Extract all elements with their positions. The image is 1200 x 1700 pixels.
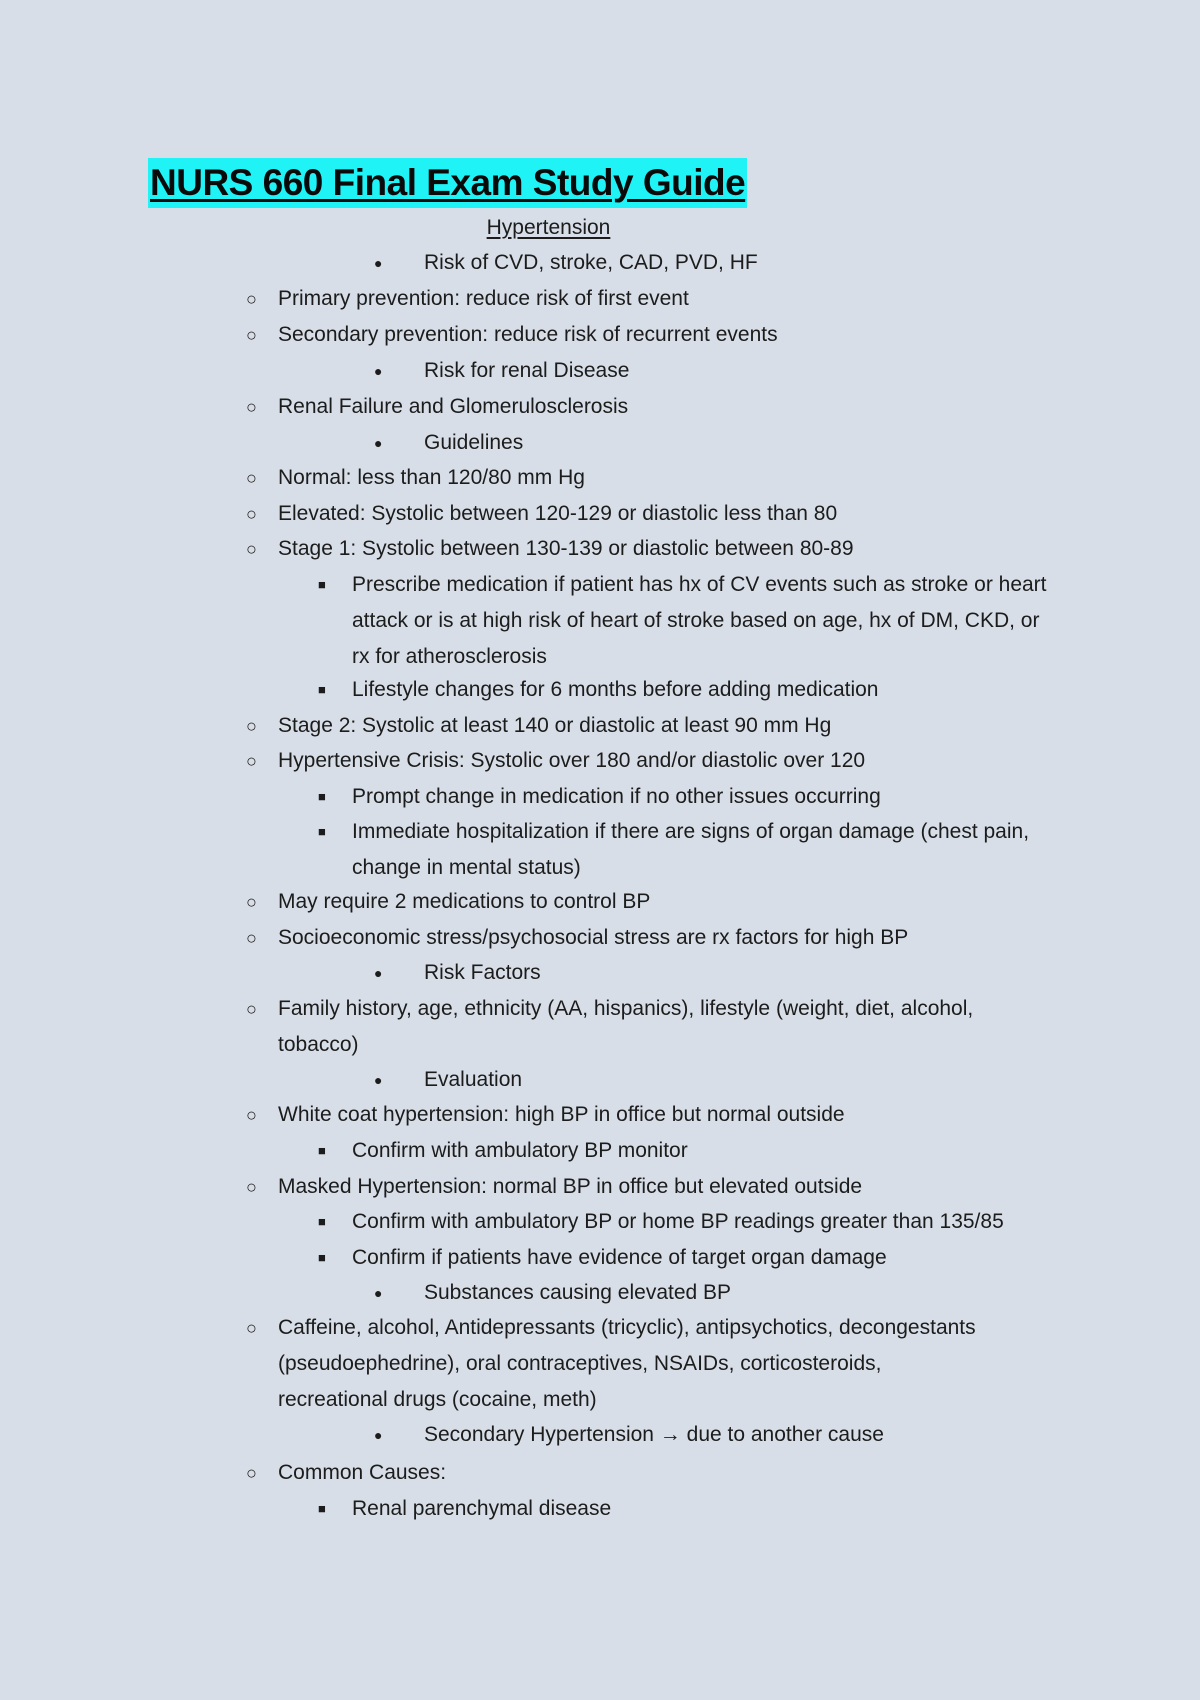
list-item: ● Risk for renal Disease bbox=[392, 353, 629, 389]
list-item: ■ Lifestyle changes for 6 months before adding medication bbox=[318, 672, 879, 708]
circle-bullet-icon: ○ bbox=[246, 1105, 257, 1125]
circle-bullet-icon: ○ bbox=[246, 928, 257, 948]
list-item: ■ Confirm if patients have evidence of target organ damage bbox=[318, 1240, 887, 1276]
circle-bullet-icon: ○ bbox=[246, 999, 257, 1019]
circle-bullet-icon: ○ bbox=[246, 1177, 257, 1197]
circle-bullet-icon: ○ bbox=[246, 325, 257, 345]
bullet-icon: ● bbox=[374, 1285, 383, 1301]
list-item: ○ Caffeine, alcohol, Antidepressants (tricyclic), antipsychotics, decongestants (pseudoephedrine), oral contraceptives, NSAIDs, corticosteroids, recreational drugs (cocaine, meth) bbox=[246, 1310, 986, 1418]
square-bullet-icon: ■ bbox=[318, 824, 326, 839]
square-bullet-icon: ■ bbox=[318, 1214, 326, 1229]
list-item: ○ Elevated: Systolic between 120-129 or diastolic less than 80 bbox=[246, 496, 837, 532]
list-item: ○ Socioeconomic stress/psychosocial stress are rx factors for high BP bbox=[246, 920, 908, 956]
list-item: ○ White coat hypertension: high BP in office but normal outside bbox=[246, 1097, 845, 1133]
list-item: ● Risk Factors bbox=[392, 955, 541, 991]
list-item: ● Substances causing elevated BP bbox=[392, 1275, 731, 1311]
list-item: ○ Renal Failure and Glomerulosclerosis bbox=[246, 389, 628, 425]
list-item: ○ Hypertensive Crisis: Systolic over 180 and/or diastolic over 120 bbox=[246, 743, 865, 779]
list-item: ■ Immediate hospitalization if there are signs of organ damage (chest pain, change in mental status) bbox=[318, 814, 1048, 886]
bullet-icon: ● bbox=[374, 435, 383, 451]
list-item: ○ Normal: less than 120/80 mm Hg bbox=[246, 460, 585, 496]
bullet-icon: ● bbox=[374, 255, 383, 271]
square-bullet-icon: ■ bbox=[318, 1250, 326, 1265]
circle-bullet-icon: ○ bbox=[246, 716, 257, 736]
list-item: ● Guidelines bbox=[392, 425, 523, 461]
list-item: ■ Confirm with ambulatory BP monitor bbox=[318, 1133, 688, 1169]
list-item: ○ Common Causes: bbox=[246, 1455, 446, 1491]
circle-bullet-icon: ○ bbox=[246, 892, 257, 912]
circle-bullet-icon: ○ bbox=[246, 1463, 257, 1483]
list-item: ○ Stage 1: Systolic between 130-139 or diastolic between 80-89 bbox=[246, 531, 854, 567]
list-item: ● Risk of CVD, stroke, CAD, PVD, HF bbox=[392, 245, 758, 281]
list-item: ○ Family history, age, ethnicity (AA, hispanics), lifestyle (weight, diet, alcohol, tobacco) bbox=[246, 991, 986, 1063]
list-item: ■ Confirm with ambulatory BP or home BP readings greater than 135/85 bbox=[318, 1204, 1004, 1240]
square-bullet-icon: ■ bbox=[318, 682, 326, 697]
square-bullet-icon: ■ bbox=[318, 1143, 326, 1158]
list-item: ● Secondary Hypertension → due to another cause bbox=[392, 1417, 884, 1453]
list-item: ○ May require 2 medications to control BP bbox=[246, 884, 650, 920]
list-item: ○ Primary prevention: reduce risk of first event bbox=[246, 281, 689, 317]
circle-bullet-icon: ○ bbox=[246, 751, 257, 771]
square-bullet-icon: ■ bbox=[318, 1501, 326, 1516]
list-item: ● Evaluation bbox=[392, 1062, 522, 1098]
circle-bullet-icon: ○ bbox=[246, 289, 257, 309]
list-item: ■ Renal parenchymal disease bbox=[318, 1491, 611, 1527]
section-heading: Hypertension bbox=[486, 216, 611, 239]
bullet-icon: ● bbox=[374, 965, 383, 981]
circle-bullet-icon: ○ bbox=[246, 1318, 257, 1338]
page-title: NURS 660 Final Exam Study Guide bbox=[148, 158, 747, 208]
circle-bullet-icon: ○ bbox=[246, 468, 257, 488]
list-item: ○ Masked Hypertension: normal BP in office but elevated outside bbox=[246, 1169, 862, 1205]
list-item: ■ Prompt change in medication if no other issues occurring bbox=[318, 779, 881, 815]
bullet-icon: ● bbox=[374, 363, 383, 379]
list-item: ■ Prescribe medication if patient has hx of CV events such as stroke or heart attack or is at high risk of heart of stroke based on age, hx of DM, CKD, or rx for atherosclerosis bbox=[318, 567, 1048, 675]
bullet-icon: ● bbox=[374, 1427, 383, 1443]
circle-bullet-icon: ○ bbox=[246, 504, 257, 524]
square-bullet-icon: ■ bbox=[318, 789, 326, 804]
list-item: ○ Secondary prevention: reduce risk of recurrent events bbox=[246, 317, 778, 353]
circle-bullet-icon: ○ bbox=[246, 539, 257, 559]
square-bullet-icon: ■ bbox=[318, 577, 326, 592]
circle-bullet-icon: ○ bbox=[246, 397, 257, 417]
bullet-icon: ● bbox=[374, 1072, 383, 1088]
list-item: ○ Stage 2: Systolic at least 140 or diastolic at least 90 mm Hg bbox=[246, 708, 831, 744]
